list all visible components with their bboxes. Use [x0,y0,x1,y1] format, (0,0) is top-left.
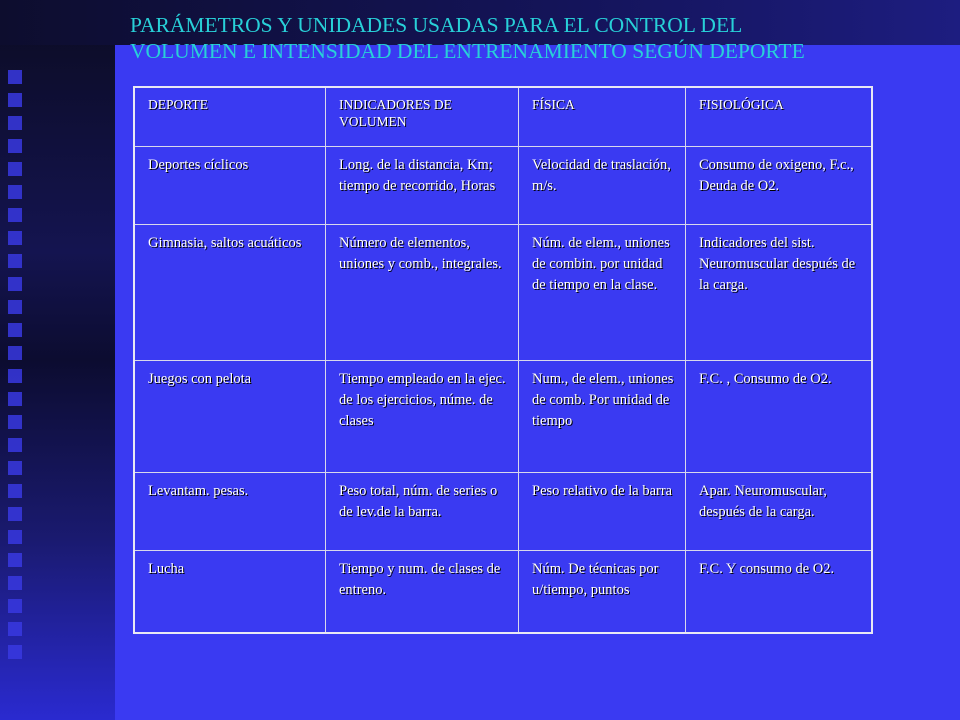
cell-fisiologica: F.C. , Consumo de O2. [686,361,873,473]
header-fisica: FÍSICA [519,87,686,147]
cell-indicadores: Número de elementos, uniones y comb., integrales. [326,225,519,361]
table-row [134,147,872,225]
cell-fisiologica: Consumo de oxigeno, F.c., Deuda de O2. [686,147,873,225]
cell-deporte: Lucha [134,551,326,633]
cell-fisiologica: Apar. Neuromuscular, después de la carga. [686,473,873,551]
cell-fisica: Velocidad de traslación, m/s. [519,147,686,225]
cell-deporte: Levantam. pesas. [134,473,326,551]
cell-fisica: Núm. de elem., uniones de combin. por unidad de tiempo en la clase. [519,225,686,361]
table-row [134,225,872,361]
decor-squares [8,70,24,668]
table-row [134,551,872,633]
cell-fisiologica: Indicadores del sist. Neuromuscular después de la carga. [686,225,873,361]
header-indicadores: INDICADORES DE VOLUMEN [326,87,519,147]
cell-indicadores: Long. de la distancia, Km; tiempo de recorrido, Horas [326,147,519,225]
cell-fisica: Núm. De técnicas por u/tiempo, puntos [519,551,686,633]
cell-fisiologica: F.C. Y consumo de O2. [686,551,873,633]
cell-deporte: Deportes cíclicos [134,147,326,225]
cell-deporte: Juegos con pelota [134,361,326,473]
header-deporte: DEPORTE [134,87,326,147]
parameters-table [133,86,873,634]
cell-deporte: Gimnasia, saltos acuáticos [134,225,326,361]
title-line-2: VOLUMEN E INTENSIDAD DEL ENTRENAMIENTO SEGÚN DEPORTE [130,39,805,63]
cell-indicadores: Peso total, núm. de series o de lev.de la barra. [326,473,519,551]
cell-indicadores: Tiempo empleado en la ejec. de los ejercicios, núme. de clases [326,361,519,473]
header-fisiologica: FISIOLÓGICA [686,87,873,147]
cell-fisica: Peso relativo de la barra [519,473,686,551]
cell-fisica: Num., de elem., uniones de comb. Por unidad de tiempo [519,361,686,473]
table-header-row [134,87,872,147]
cell-indicadores: Tiempo y num. de clases de entreno. [326,551,519,633]
title-line-1: PARÁMETROS Y UNIDADES USADAS PARA EL CONTROL DEL [130,13,743,37]
table-row [134,361,872,473]
table-row [134,473,872,551]
slide-title [130,12,930,64]
